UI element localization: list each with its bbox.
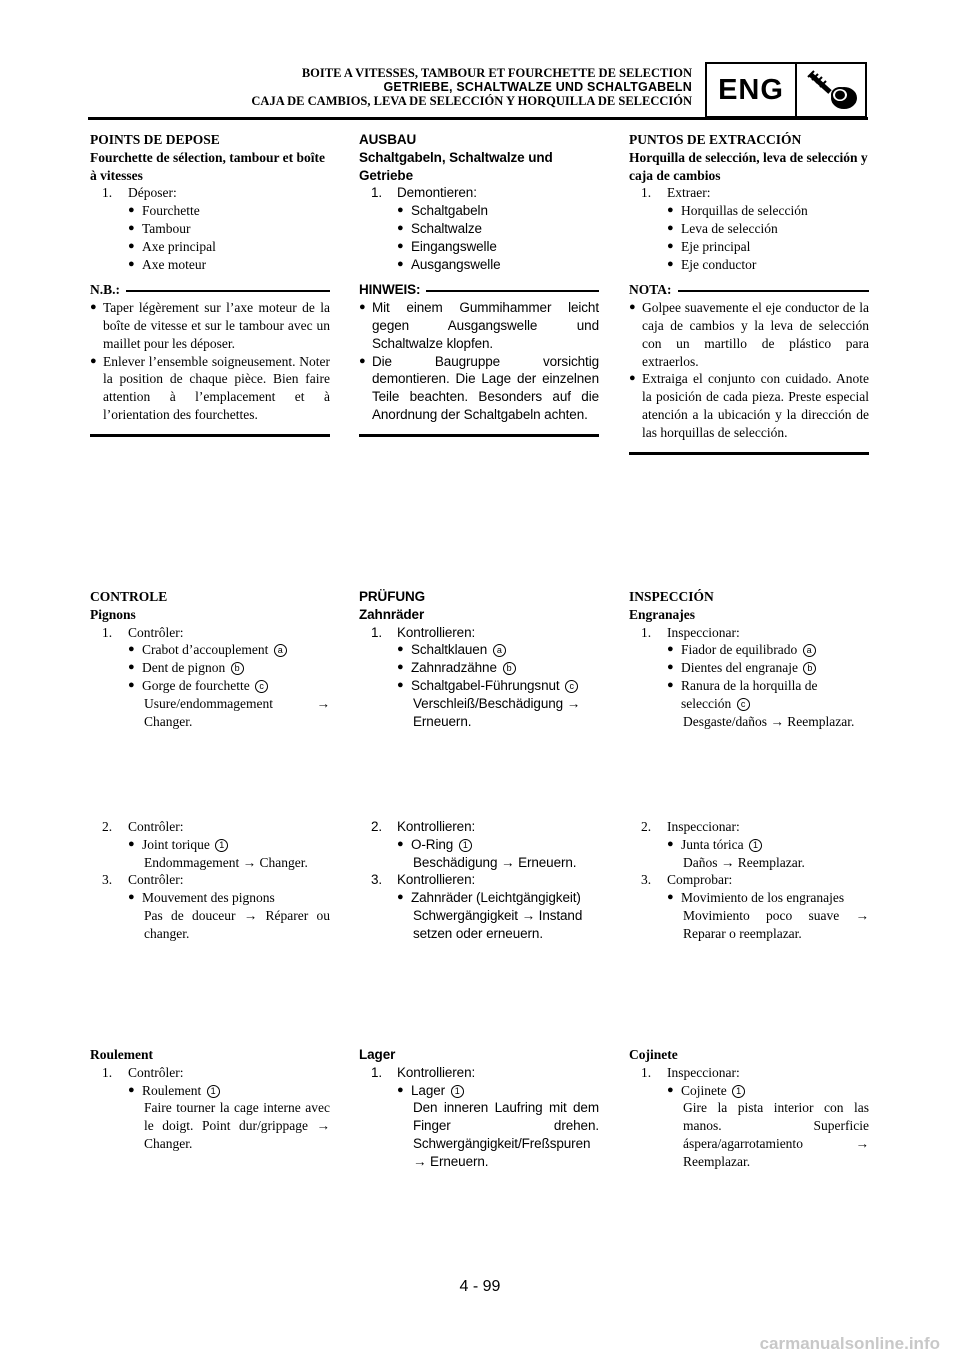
list-item: ● Gorge de fourchette c — [90, 677, 330, 695]
es-note-item: ● Extraiga el conjunto con cuidado. Anote la posición de cada pieza. Preste especial atención a la ubicación y la dirección de las horquillas de selección. — [629, 371, 869, 440]
fr-removal-step-1: 1. Déposer: — [102, 185, 177, 201]
list-item: ● Fourchette — [128, 203, 200, 219]
list-item: ● Roulement 1 — [90, 1082, 330, 1100]
es-removal-section: PUNTOS DE EXTRACCIÓN Horquilla de selección, leva de selección y caja de cambios 1. Extraer: ● Horquillas de selección ● Leva de selección ● Eje principal ● Eje conductor NOTA: ● Golpee suavemente el eje conductor de la caja de cambios y la leva de selección con un martillo de plástico para extraerlos. ● Extraiga el conjunto con cuidado. Anote la posición de cada pieza. Preste especial atención a la ubicación y la dirección de las horquillas de selección. — [629, 131, 869, 455]
de-note-item: ● Die Baugruppe vorsichtig demontieren. Die Lage der einzelnen Teile beachten. Besonders auf die Anordnung der Schaltgabeln achten. — [359, 353, 599, 422]
list-item: ● Mouvement des pignons — [128, 890, 275, 906]
callout-mark: 1 — [732, 1085, 745, 1098]
fr-check-subtitle: Pignons — [90, 606, 136, 622]
list-item: ● Eje conductor — [667, 256, 757, 272]
list-item: ● Horquillas de selección — [667, 203, 808, 219]
list-item: ● Schaltklauen a — [359, 641, 599, 659]
fr-removal-section — [90, 131, 330, 437]
list-item: ● Schaltgabeln — [397, 203, 488, 219]
header-title-es: CAJA DE CAMBIOS, LEVA DE SELECCIÓN Y HORQUILLA DE SELECCIÓN — [251, 94, 692, 108]
callout-mark: b — [503, 662, 516, 675]
list-item: ● Zahnräder (Leichtgängigkeit) — [397, 890, 581, 906]
list-item: ● Schaltgabel-Führungsnut c — [359, 677, 599, 695]
de-bearing-section: Lager 1. Kontrollieren: ● Lager 1 Den inneren Laufring mit dem Finger drehen. Schwergängigkeit/Freßspuren → Erneuern. — [359, 1047, 599, 1169]
fr-check-section: CONTROLE Pignons 1. Contrôler: ● Crabot d’accouplement a ● Dent de pignon b ● Gorge de fourchette c Usure/endommagement → Changer. — [90, 589, 330, 729]
fr-note-header: N.B.: — [90, 281, 330, 299]
list-item: ● Ausgangswelle — [397, 256, 501, 272]
engine-parts-icon — [797, 64, 865, 116]
de-check-title: PRÜFUNG — [359, 589, 426, 604]
de-note-item: ● Mit einem Gummihammer leicht gegen Ausgangswelle und Schaltwalze klopfen. — [359, 300, 599, 351]
es-check-subtitle: Engranajes — [629, 606, 696, 622]
fr-removal-subtitle: Fourchette de sélection, tambour et boîte à vitesses — [90, 149, 325, 183]
fr-bearing-section: Roulement 1. Contrôler: ● Roulement 1 Faire tourner la cage interne avec le doigt. Point dur/grippage → Changer. — [90, 1047, 330, 1151]
list-item: ● Movimiento de los engranajes — [667, 890, 845, 906]
es-bearing-section: Cojinete 1. Inspeccionar: ● Cojinete 1 Gire la pista interior con las manos. Superficie áspera/agarrotamiento → Reemplazar. — [629, 1047, 869, 1169]
es-check-result: Desgaste/daños → Reemplazar. — [683, 713, 855, 729]
list-item: ● Zahnradzähne b — [359, 659, 599, 677]
list-item: ● Ranura de la horquilla de selección c — [667, 677, 818, 711]
list-item: ● Junta tórica 1 — [629, 836, 869, 854]
list-item: ● Dent de pignon b — [90, 659, 330, 677]
callout-mark: 1 — [459, 839, 472, 852]
list-item: ● Lager 1 — [359, 1082, 599, 1100]
list-item: ● Tambour — [128, 220, 191, 236]
callout-mark: 1 — [451, 1085, 464, 1098]
eng-badge — [705, 62, 867, 118]
es-removal-subtitle: Horquilla de selección, leva de selección y caja de cambios — [629, 149, 868, 183]
es-removal-title: PUNTOS DE EXTRACCIÓN — [629, 132, 802, 147]
de-note-end-rule — [359, 434, 599, 437]
fr-bearing-title: Roulement — [90, 1047, 153, 1062]
list-item: ● Leva de selección — [667, 220, 778, 236]
de-removal-subtitle: Schaltgabeln, Schaltwalze und Getriebe — [359, 149, 553, 183]
de-check-steps-2-3: 2. Kontrollieren: ● O-Ring 1 Beschädigung → Erneuern. 3. Kontrollieren: ● Zahnräder (Leichtgängigkeit) Schwergängigkeit → Instand setzen oder erneuern. — [359, 818, 599, 943]
es-note-header: NOTA: — [629, 281, 869, 299]
list-item: ● Dientes del engranaje b — [629, 659, 869, 677]
de-check-section: PRÜFUNG Zahnräder 1. Kontrollieren: ● Schaltklauen a ● Zahnradzähne b ● Schaltgabel-Führungsnut c Verschleiß/Beschädigung → Erneuern. — [359, 588, 599, 730]
callout-mark: c — [737, 698, 750, 711]
list-item: ● O-Ring 1 — [359, 836, 599, 854]
callout-mark: a — [274, 644, 287, 657]
de-bearing-title: Lager — [359, 1047, 396, 1062]
list-item: ● Fiador de equilibrado a — [629, 641, 869, 659]
list-item: ● Cojinete 1 — [629, 1082, 869, 1100]
callout-mark: c — [255, 680, 268, 693]
de-check-result: Verschleiß/Beschädigung → Erneuern. — [413, 695, 581, 729]
es-check-title: INSPECCIÓN — [629, 589, 714, 604]
de-removal-section: AUSBAU Schaltgabeln, Schaltwalze und Getriebe 1. Demontieren: ● Schaltgabeln ● Schaltwalze ● Eingangswelle ● Ausgangswelle HINWEIS: ● Mit einem Gummihammer leicht gegen Ausgangswelle und Schaltwalze klopfen. ● Die Baugruppe vorsichtig demontieren. Die Lage der einzelnen Teile beachten. Besonders auf die Anordnung der Schaltgabeln achten. — [359, 131, 599, 437]
fr-note-end-rule — [90, 434, 330, 437]
list-item: ● Schaltwalze — [397, 220, 482, 236]
callout-mark: a — [493, 644, 506, 657]
header-title-fr: BOITE A VITESSES, TAMBOUR ET FOURCHETTE DE SELECTION — [301, 66, 692, 80]
callout-mark: c — [565, 680, 578, 693]
list-item: ● Joint torique 1 — [90, 836, 330, 854]
fr-note-item: ● Taper légèrement sur l’axe moteur de la boîte de vitesse et sur le tambour avec un maillet pour les déposer. — [90, 300, 330, 351]
list-item: ● Crabot d’accouplement a — [90, 641, 330, 659]
list-item: ● Eingangswelle — [397, 238, 497, 254]
fr-note-item: ● Enlever l’ensemble soigneusement. Noter la position de chaque pièce. Bien faire attention à l’emplacement et à l’orientation des fourchettes. — [90, 353, 330, 422]
callout-mark: a — [803, 644, 816, 657]
fr-check-steps-2-3: 2. Contrôler: ● Joint torique 1 Endommagement → Changer. 3. Contrôler: ● Mouvement des pignons Pas de douceur → Réparer ou changer. — [90, 818, 330, 943]
de-note-header: HINWEIS: — [359, 281, 599, 299]
callout-mark: b — [803, 662, 816, 675]
callout-mark: b — [231, 662, 244, 675]
es-bearing-title: Cojinete — [629, 1047, 678, 1062]
list-item: ● Eje principal — [667, 238, 751, 254]
es-note-end-rule — [629, 452, 869, 455]
callout-mark: 1 — [215, 839, 228, 852]
callout-mark: 1 — [749, 839, 762, 852]
es-check-steps-2-3: 2. Inspeccionar: ● Junta tórica 1 Daños → Reemplazar. 3. Comprobar: ● Movimiento de los engranajes Movimiento poco suave → Reparar o reemplazar. — [629, 818, 869, 943]
es-note-item: ● Golpee suavemente el eje conductor de la caja de cambios y la leva de selección con un martillo de plástico para extraerlos. — [629, 300, 869, 369]
de-removal-title: AUSBAU — [359, 132, 417, 147]
eng-badge-label: ENG — [707, 64, 797, 116]
section-header — [251, 66, 692, 108]
list-item: ● Axe moteur — [128, 256, 207, 272]
fr-check-title: CONTROLE — [90, 589, 168, 604]
list-item: ● Axe principal — [128, 238, 216, 254]
es-check-section: INSPECCIÓN Engranajes 1. Inspeccionar: ● Fiador de equilibrado a ● Dientes del engranaje b ● Ranura de la horquilla de selección c Desgaste/daños → Reemplazar. — [629, 588, 869, 730]
callout-mark: 1 — [207, 1085, 220, 1098]
de-check-subtitle: Zahnräder — [359, 606, 425, 622]
watermark: carmanualsonline.info — [759, 1334, 940, 1353]
page-number: 4 - 99 — [459, 1278, 501, 1295]
header-title-de: GETRIEBE, SCHALTWALZE UND SCHALTGABELN — [383, 80, 692, 94]
fr-check-result: Usure/endommagement → Changer. — [144, 695, 330, 729]
fr-removal-title: POINTS DE DEPOSE — [90, 132, 220, 147]
